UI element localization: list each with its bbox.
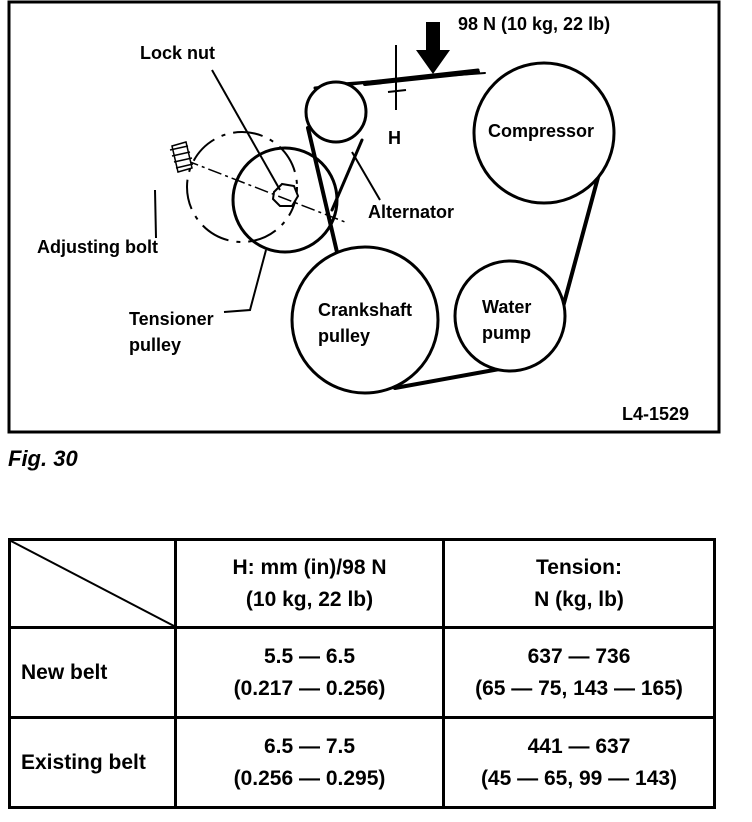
ref-code: L4-1529	[622, 404, 690, 424]
water-pump-label-line1: Water	[482, 297, 532, 317]
water-pump-label-line2: pump	[482, 323, 531, 343]
tensioner-label-line2: pulley	[129, 335, 182, 355]
header-tension	[444, 540, 715, 628]
table-row	[10, 718, 715, 808]
table-row	[10, 628, 715, 718]
row-label: Existing belt	[10, 718, 176, 808]
tension-cell	[444, 718, 715, 808]
header-tension-line1: Tension:	[536, 555, 622, 579]
tension-value-alt: (45 — 65, 99 — 143)	[480, 766, 678, 790]
crankshaft-pulley	[292, 247, 438, 393]
table-header-row	[10, 540, 715, 628]
tensioner-label-line1: Tensioner	[129, 309, 214, 329]
deflection-value-imperial: (0.217 — 0.256)	[233, 676, 386, 700]
deflection-value: 6.5 — 7.5	[263, 734, 356, 758]
row-label: New belt	[10, 628, 176, 718]
lock-nut-label: Lock nut	[140, 43, 215, 63]
alternator-label: Alternator	[368, 202, 455, 222]
compressor-label: Compressor	[488, 121, 595, 141]
corner-diagonal	[11, 541, 174, 626]
figure-caption: Fig. 30	[8, 446, 78, 471]
force-label: 98 N (10 kg, 22 lb)	[458, 14, 611, 34]
header-deflection-line2: (10 kg, 22 lb)	[245, 587, 374, 611]
deflection-marker	[388, 45, 406, 110]
force-arrow-icon	[416, 22, 450, 74]
header-deflection	[176, 540, 444, 628]
deflection-cell	[176, 628, 444, 718]
deflection-value-imperial: (0.256 — 0.295)	[233, 766, 386, 790]
tension-cell	[444, 628, 715, 718]
adjusting-bolt-label: Adjusting bolt	[37, 237, 158, 257]
adjusting-bolt	[170, 142, 193, 172]
alternator-pulley	[306, 82, 366, 142]
crankshaft-label-line2: pulley	[318, 326, 371, 346]
header-tension-line2: N (kg, lb)	[534, 587, 624, 611]
deflection-value: 5.5 — 6.5	[263, 644, 356, 668]
deflection-label: H	[388, 128, 401, 148]
crankshaft-label-line1: Crankshaft	[318, 300, 413, 320]
deflection-cell	[176, 718, 444, 808]
header-deflection-line1: H: mm (in)/98 N	[232, 555, 387, 579]
belt-spec-table	[8, 538, 716, 809]
tension-value: 637 — 736	[527, 644, 631, 668]
tension-value-alt: (65 — 75, 143 — 165)	[475, 676, 683, 700]
corner-cell	[10, 540, 176, 628]
tension-value: 441 — 637	[527, 734, 631, 758]
